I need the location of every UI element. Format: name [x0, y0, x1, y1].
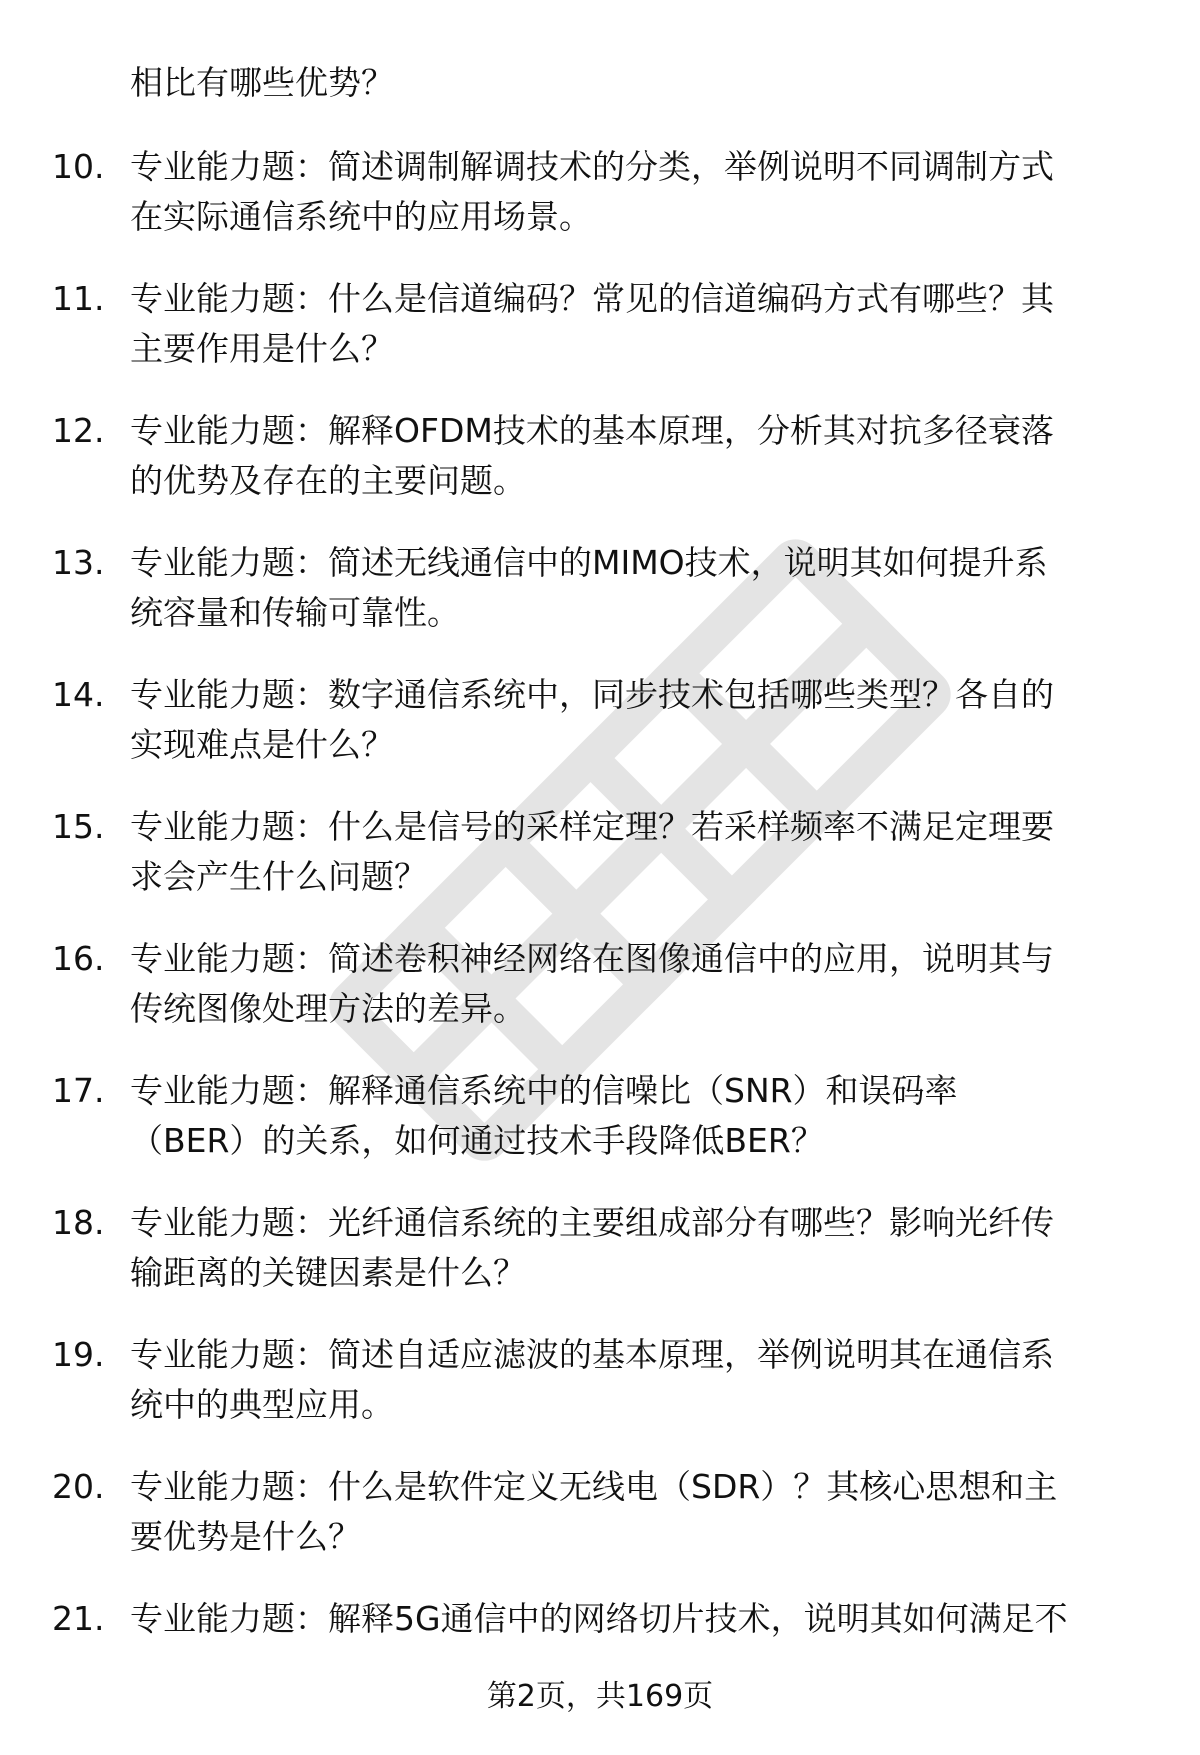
continuation-text: 相比有哪些优势？	[130, 63, 394, 102]
question-list	[0, 142, 1200, 1726]
question-number: 17.	[52, 1071, 105, 1110]
question-text: 专业能力题：简述调制解调技术的分类，举例说明不同调制方式 在实际通信系统中的应用场景。	[130, 147, 1054, 236]
question-number: 10.	[52, 147, 105, 186]
list-item	[0, 1198, 1200, 1330]
list-item	[0, 1330, 1200, 1462]
question-number: 15.	[52, 807, 105, 846]
question-number: 11.	[52, 279, 105, 318]
question-text: 专业能力题：解释通信系统中的信噪比（SNR）和误码率 （BER）的关系，如何通过技术手段降低BER？	[130, 1071, 958, 1160]
list-item	[0, 406, 1200, 538]
list-item	[0, 274, 1200, 406]
list-item	[0, 670, 1200, 802]
question-number: 16.	[52, 939, 105, 978]
list-item	[0, 934, 1200, 1066]
list-item	[0, 538, 1200, 670]
list-item	[0, 1066, 1200, 1198]
question-text: 专业能力题：解释5G通信中的网络切片技术，说明其如何满足不	[130, 1599, 1068, 1638]
page-footer: 第2页，共169页	[486, 1679, 714, 1714]
question-number: 12.	[52, 411, 105, 450]
list-item	[0, 1462, 1200, 1594]
question-number: 21.	[52, 1599, 105, 1638]
question-text: 专业能力题：数字通信系统中，同步技术包括哪些类型？各自的 实现难点是什么？	[130, 675, 1054, 764]
question-text: 专业能力题：什么是软件定义无线电（SDR）？其核心思想和主 要优势是什么？	[130, 1467, 1058, 1556]
question-text: 专业能力题：简述无线通信中的MIMO技术，说明其如何提升系 统容量和传输可靠性。	[130, 543, 1048, 632]
question-text: 专业能力题：简述自适应滤波的基本原理，举例说明其在通信系 统中的典型应用。	[130, 1335, 1054, 1424]
question-text: 专业能力题：简述卷积神经网络在图像通信中的应用，说明其与 传统图像处理方法的差异。	[130, 939, 1054, 1028]
question-number: 13.	[52, 543, 105, 582]
question-number: 19.	[52, 1335, 105, 1374]
question-text: 专业能力题：什么是信道编码？常见的信道编码方式有哪些？其 主要作用是什么？	[130, 279, 1054, 368]
question-number: 20.	[52, 1467, 105, 1506]
list-item	[0, 802, 1200, 934]
question-text: 专业能力题：解释OFDM技术的基本原理，分析其对抗多径衰落 的优势及存在的主要问题。	[130, 411, 1054, 500]
list-item	[0, 142, 1200, 274]
question-text: 专业能力题：光纤通信系统的主要组成部分有哪些？影响光纤传 输距离的关键因素是什么？	[130, 1203, 1054, 1292]
question-number: 18.	[52, 1203, 105, 1242]
question-text: 专业能力题：什么是信号的采样定理？若采样频率不满足定理要 求会产生什么问题？	[130, 807, 1054, 896]
question-number: 14.	[52, 675, 105, 714]
